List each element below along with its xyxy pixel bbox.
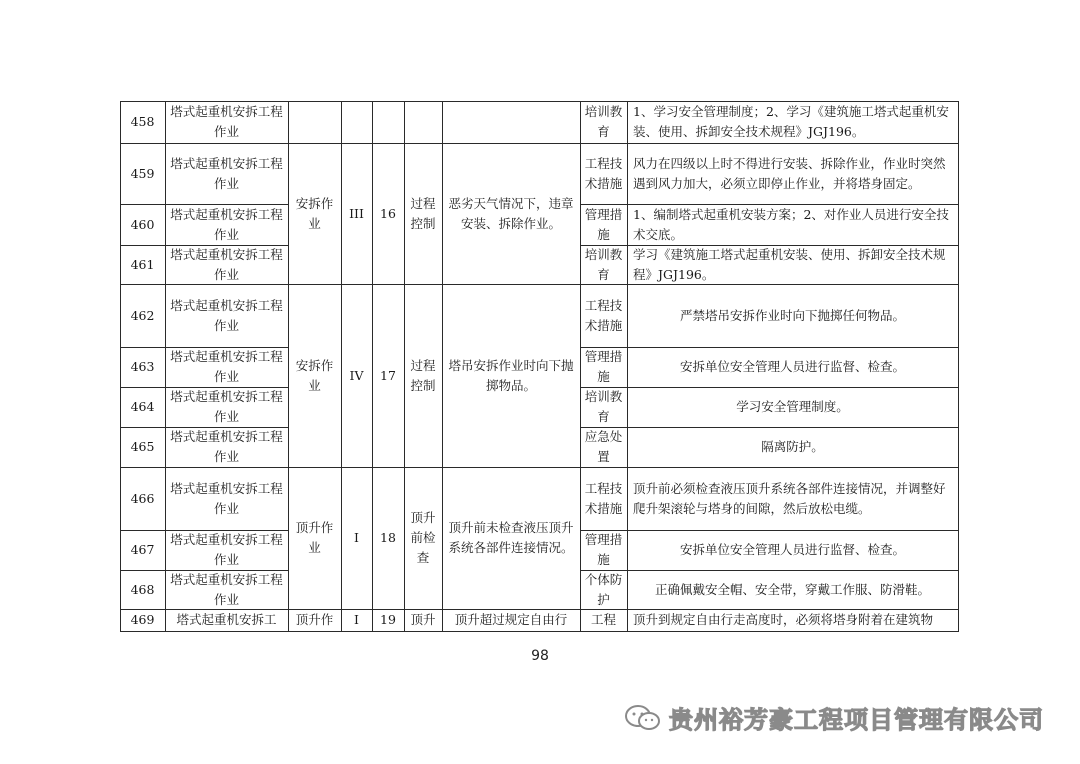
row-work-name: 塔式起重机安拆工程作业 [170,480,283,516]
group-activity: 安拆作业 [295,357,334,393]
row-measure-type: 个体防护 [584,571,623,607]
row-measure-text: 安拆单位安全管理人员进行监督、检查。 [679,542,905,557]
page-number: 98 [531,648,549,664]
row-number: 469 [130,612,155,627]
safety-measures-table [120,101,958,631]
row-measure-text: 正确佩戴安全帽、安全带，穿戴工作服、防滑鞋。 [654,581,930,597]
row-measure-type: 工程技术措施 [584,297,623,333]
row-number: 459 [130,165,155,181]
row-number: 458 [130,114,155,129]
row-number: 468 [130,581,155,597]
table-rule [120,347,289,348]
table-rule [580,245,959,246]
row-work-name: 塔式起重机安拆工程作业 [170,246,283,282]
watermark-text: 贵州裕芳豪工程项目管理有限公司 [669,706,1044,734]
row-measure-type: 管理措施 [584,206,623,242]
group-hazard: 顶升超过规定自由行 [454,612,568,627]
row-number: 464 [130,399,155,414]
row-measure-type: 培训教育 [584,104,623,139]
table-rule [120,631,959,632]
group-activity: 安拆作业 [295,195,334,231]
row-work-name: 塔式起重机安拆工程作业 [170,571,283,607]
table-rule [580,204,959,205]
row-work-name: 塔式起重机安拆工程作业 [170,429,283,464]
row-measure-text: 风力在四级以上时不得进行安装、拆除作业，作业时突然遇到风力加大，必须立即停止作业，并将塔身固定。 [633,155,946,191]
table-rule [341,101,342,632]
group-hazard: 塔吊安拆作业时向下抛掷物品。 [448,357,574,393]
watermark [623,700,1044,735]
row-number: 467 [130,542,155,557]
row-work-name: 塔式起重机安拆工程作业 [170,297,283,333]
group-hazard: 恶劣天气情况下，违章安装、拆除作业。 [448,195,574,231]
row-measure-type: 培训教育 [584,389,623,424]
row-number: 462 [130,307,155,323]
row-measure-text: 1、编制塔式起重机安装方案；2、对作业人员进行安全技术交底。 [633,206,949,242]
row-measure-text: 学习安全管理制度。 [736,399,849,414]
row-number: 460 [130,216,155,232]
row-number: 466 [130,490,155,506]
table-rule [120,204,289,205]
row-work-name: 塔式起重机安拆工 [176,612,277,627]
table-rule [120,284,959,285]
group-activity: 顶升作 [295,612,334,627]
table-rule [120,143,959,144]
wechat-icon [623,703,663,733]
row-measure-text: 顶升到规定自由行走高度时，必须将塔身附着在建筑物 [633,612,934,627]
table-rule [120,101,121,632]
row-work-name: 塔式起重机安拆工程作业 [170,389,283,424]
table-rule [120,570,289,571]
row-measure-text: 严禁塔吊安拆作业时向下抛掷任何物品。 [679,307,905,323]
table-rule [120,387,289,388]
group-index: 17 [380,367,396,383]
group-stage [404,101,442,143]
group-stage: 顶升前检查 [410,510,436,565]
group-risk-level [341,101,372,143]
row-work-name: 塔式起重机安拆工程作业 [170,349,283,384]
row-work-name: 塔式起重机安拆工程作业 [170,155,283,191]
row-measure-text: 安拆单位安全管理人员进行监督、检查。 [679,359,905,374]
row-measure-text: 顶升前必须检查液压顶升系统各部件连接情况，并调整好爬升架滚轮与塔身的间隙，然后放松电缆。 [633,480,946,516]
table-rule [580,387,959,388]
group-index [372,101,404,143]
group-stage: 过程控制 [410,195,436,231]
table-rule [580,101,581,632]
row-measure-text: 1、学习安全管理制度；2、学习《建筑施工塔式起重机安装、使用、拆卸安全技术规程》JGJ196。 [633,104,949,139]
table-rule [580,530,959,531]
group-risk-level: IV [349,367,364,383]
row-measure-type: 管理措施 [584,532,623,567]
table-rule [120,245,289,246]
group-risk-level: I [354,612,359,627]
row-measure-type: 培训教育 [584,246,623,282]
table-rule [120,101,959,102]
group-risk-level: III [349,205,364,221]
table-rule [288,101,289,632]
group-index: 18 [380,530,396,545]
row-measure-type: 工程技术措施 [584,155,623,191]
table-rule [958,101,959,632]
table-rule [165,101,166,632]
row-number: 465 [130,439,155,454]
table-rule [120,609,959,610]
row-work-name: 塔式起重机安拆工程作业 [170,104,283,139]
row-number: 461 [130,256,155,272]
table-rule [372,101,373,632]
row-measure-text: 学习《建筑施工塔式起重机安装、使用、拆卸安全技术规程》JGJ196。 [633,246,946,282]
table-rule [120,530,289,531]
table-rule [580,427,959,428]
table-rule [442,101,443,632]
table-rule [580,570,959,571]
row-number: 463 [130,359,155,374]
group-index: 16 [380,205,396,221]
row-measure-type: 应急处置 [584,429,623,464]
row-measure-type: 工程技术措施 [584,480,623,516]
table-rule [120,427,289,428]
table-rule [404,101,405,632]
group-stage: 顶升 [410,612,436,627]
group-index: 19 [380,612,396,627]
table-rule [580,347,959,348]
row-measure-text: 隔离防护。 [761,439,824,454]
table-rule [627,101,628,632]
group-activity [288,101,341,143]
group-risk-level: I [354,530,359,545]
group-stage: 过程控制 [410,357,436,393]
group-hazard [442,101,580,143]
row-work-name: 塔式起重机安拆工程作业 [170,532,283,567]
group-activity: 顶升作业 [295,520,334,555]
row-work-name: 塔式起重机安拆工程作业 [170,206,283,242]
group-hazard: 顶升前未检查液压顶升系统各部件连接情况。 [448,520,574,555]
row-measure-type: 工程 [590,612,616,627]
row-measure-type: 管理措施 [584,349,623,384]
table-rule [120,467,959,468]
